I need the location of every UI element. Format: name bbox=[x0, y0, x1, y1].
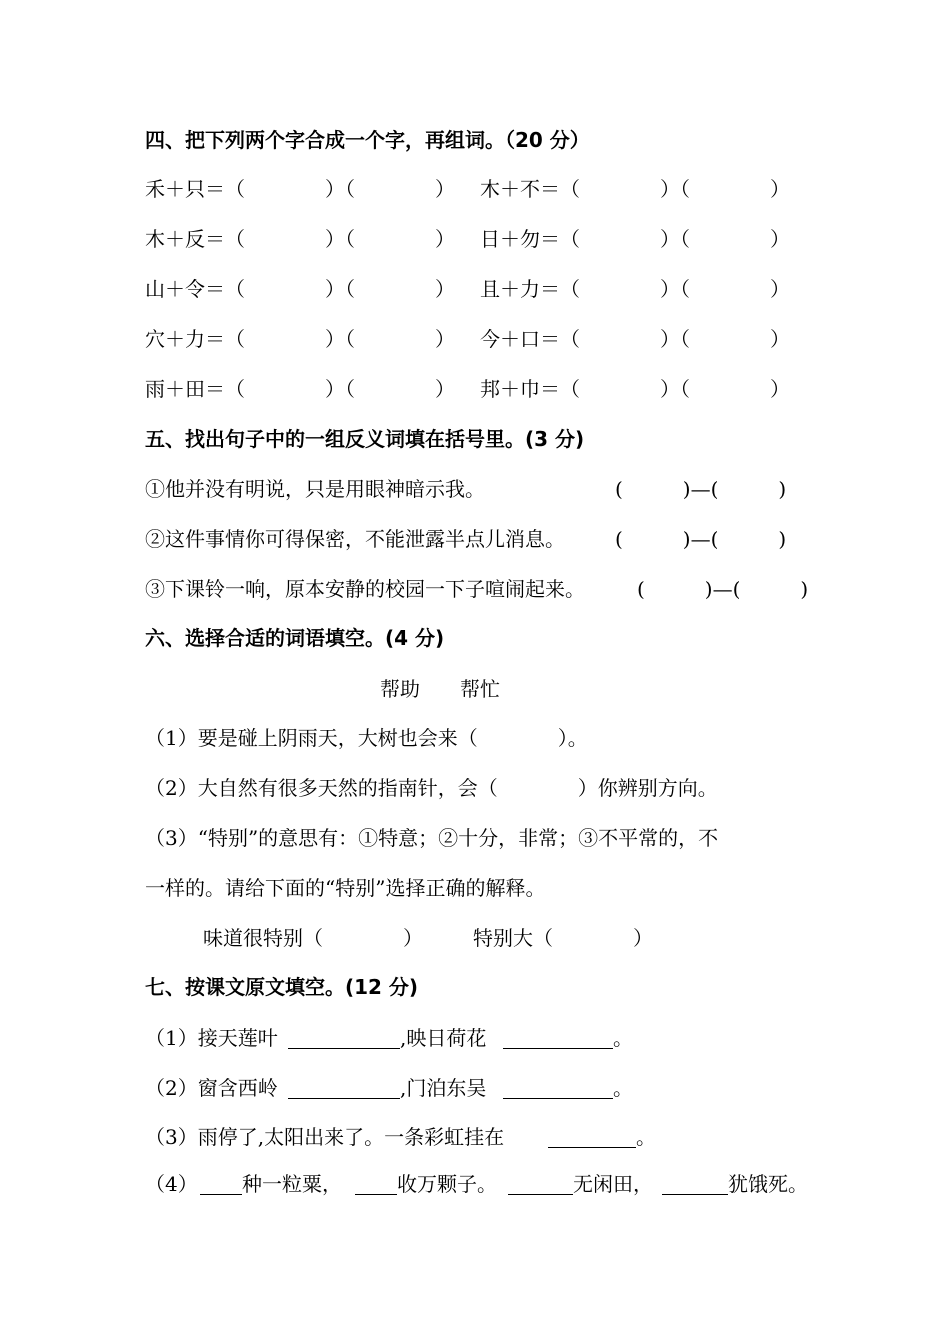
s4-row-5-right: 邦＋巾＝（ ）（ ） bbox=[480, 377, 790, 401]
s4-row-5-left: 雨＋田＝（ ）（ ） bbox=[145, 377, 455, 401]
s7-p4-part-4: 犹饿死。 bbox=[728, 1172, 808, 1196]
section-6-title: 六、选择合适的词语填空。(4 分) bbox=[145, 626, 445, 650]
s6-word-choices: 帮助 帮忙 bbox=[380, 677, 500, 701]
s4-row-3-right: 且＋力＝（ ）（ ） bbox=[480, 277, 790, 301]
s4-row-3-left: 山＋令＝（ ）（ ） bbox=[145, 277, 455, 301]
s5-item-2-blank: ( )—( ) bbox=[615, 527, 787, 551]
s6-question-3-line-2: 一样的。请给下面的“特别”选择正确的解释。 bbox=[145, 876, 546, 900]
s7-p4-blank-3 bbox=[508, 1194, 573, 1195]
s4-row-2-right: 日＋勿＝（ ）（ ） bbox=[480, 227, 790, 251]
s7-p1-blank-2 bbox=[503, 1048, 613, 1049]
s7-p3-end: 。 bbox=[636, 1125, 656, 1149]
s7-p3-blank bbox=[548, 1147, 636, 1148]
s7-p1-mid: ,映日荷花 bbox=[400, 1026, 487, 1050]
section-5-title: 五、找出句子中的一组反义词填在括号里。(3 分) bbox=[145, 427, 585, 451]
s5-item-1-text: ①他并没有明说，只是用眼神暗示我。 bbox=[145, 477, 485, 501]
s7-p4-part-2: 收万颗子。 bbox=[397, 1172, 497, 1196]
s4-row-4-left: 穴＋力＝（ ）（ ） bbox=[145, 327, 455, 351]
s7-p1-start: （1）接天莲叶 bbox=[145, 1026, 278, 1050]
section-7-title: 七、按课文原文填空。(12 分) bbox=[145, 975, 419, 999]
s4-row-4-right: 今＋口＝（ ）（ ） bbox=[480, 327, 790, 351]
s7-p4-blank-2 bbox=[355, 1194, 397, 1195]
s7-p4-start: （4） bbox=[145, 1172, 198, 1196]
s7-p2-mid: ,门泊东吴 bbox=[400, 1076, 487, 1100]
s5-item-2-text: ②这件事情你可得保密，不能泄露半点儿消息。 bbox=[145, 527, 565, 551]
s7-p2-start: （2）窗含西岭 bbox=[145, 1076, 278, 1100]
s6-question-3-line-1: （3）“特别”的意思有：①特意；②十分，非常；③不平常的，不 bbox=[145, 826, 719, 850]
s6-question-2: （2）大自然有很多天然的指南针，会（ ）你辨别方向。 bbox=[145, 776, 718, 800]
s6-question-3-blanks: 味道很特别（ ） 特别大（ ） bbox=[203, 926, 653, 950]
s7-p2-end: 。 bbox=[613, 1076, 633, 1100]
s4-row-2-left: 木＋反＝（ ）（ ） bbox=[145, 227, 455, 251]
s7-p2-blank-1 bbox=[288, 1098, 400, 1099]
s5-item-1-blank: ( )—( ) bbox=[615, 477, 787, 501]
s7-p4-blank-4 bbox=[662, 1194, 728, 1195]
s5-item-3-text: ③下课铃一响，原本安静的校园一下子喧闹起来。 bbox=[145, 577, 585, 601]
s4-row-1-right: 木＋不＝（ ）（ ） bbox=[480, 177, 790, 201]
s7-p4-part-3: 无闲田， bbox=[573, 1172, 653, 1196]
s5-item-3-blank: ( )—( ) bbox=[637, 577, 809, 601]
s7-p1-blank-1 bbox=[288, 1048, 400, 1049]
s7-p3-start: （3）雨停了,太阳出来了。一条彩虹挂在 bbox=[145, 1125, 505, 1149]
section-4-title: 四、把下列两个字合成一个字，再组词。（20 分） bbox=[145, 128, 590, 152]
s7-p2-blank-2 bbox=[503, 1098, 613, 1099]
s4-row-1-left: 禾＋只＝（ ）（ ） bbox=[145, 177, 455, 201]
s7-p1-end: 。 bbox=[613, 1026, 633, 1050]
s6-question-1: （1）要是碰上阴雨天，大树也会来（ ）。 bbox=[145, 726, 588, 750]
s7-p4-blank-1 bbox=[200, 1194, 242, 1195]
s7-p4-part-1: 种一粒粟， bbox=[242, 1172, 342, 1196]
